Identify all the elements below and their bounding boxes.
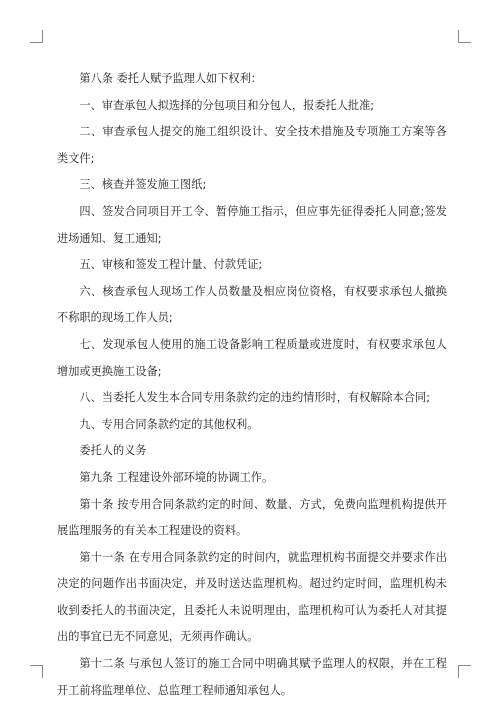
paragraph-article-9: 第九条 工程建设外部环境的协调工作。: [79, 470, 274, 484]
paragraph-right-2: 二、审查承包人提交的施工组织设计、安全技术措施及专项施工方案等各类文件;: [57, 125, 447, 165]
paragraph-right-6: 六、核查承包人现场工作人员数量及相应岗位资格，有权要求承包人撤换不称职的现场工作人员;: [57, 284, 447, 325]
document-body: [57, 66, 447, 704]
crop-mark-top-left: [30, 30, 43, 43]
section-heading-obligations: 委托人的义务: [79, 444, 147, 458]
crop-mark-top-right: [458, 30, 471, 43]
paragraph-article-12: 第十二条 与承包人签订的施工合同中明确其赋予监理人的权限，并在工程开工前将监理单位、总监理工程师通知承包人。: [57, 657, 447, 697]
paragraph-right-8: 八、当委托人发生本合同专用条款约定的违约情形时，有权解除本合同;: [79, 391, 430, 405]
paragraph-article-10: 第十条 按专用合同条款约定的时间、数量、方式，免费向监理机构提供开展监理服务的有关本工程建设的资料。: [57, 497, 447, 538]
paragraph-right-9: 九、专用合同条款约定的其他权利。: [79, 417, 259, 431]
paragraph-right-1: 一、审查承包人拟选择的分包项目和分包人，报委托人批准;: [79, 98, 375, 112]
crop-mark-bottom-left: [30, 665, 43, 678]
paragraph-article-8: 第八条 委托人赋予监理人如下权利：: [79, 72, 262, 85]
crop-mark-bottom-right: [458, 665, 471, 678]
paragraph-right-5: 五、审核和签发工程计量、付款凭证;: [79, 258, 263, 272]
paragraph-right-3: 三、核查并签发施工图纸;: [79, 178, 207, 192]
paragraph-article-11: 第十一条 在专用合同条款约定的时间内，就监理机构书面提交并要求作出决定的问题作出书面决定，并及时送达监理机构。超过约定时间，监理机构未收到委托人的书面决定，且委托人未说明理由，监理机构可认为委托人对其提出的事宜已无不同意见，无须再作确认。: [57, 550, 447, 644]
paragraph-right-4: 四、签发合同项目开工令、暂停施工指示，但应事先征得委托人同意;签发进场通知、复工通知;: [57, 204, 447, 245]
paragraph-right-7: 七、发现承包人使用的施工设备影响工程质量或进度时，有权要求承包人增加或更换施工设备;: [57, 337, 447, 378]
